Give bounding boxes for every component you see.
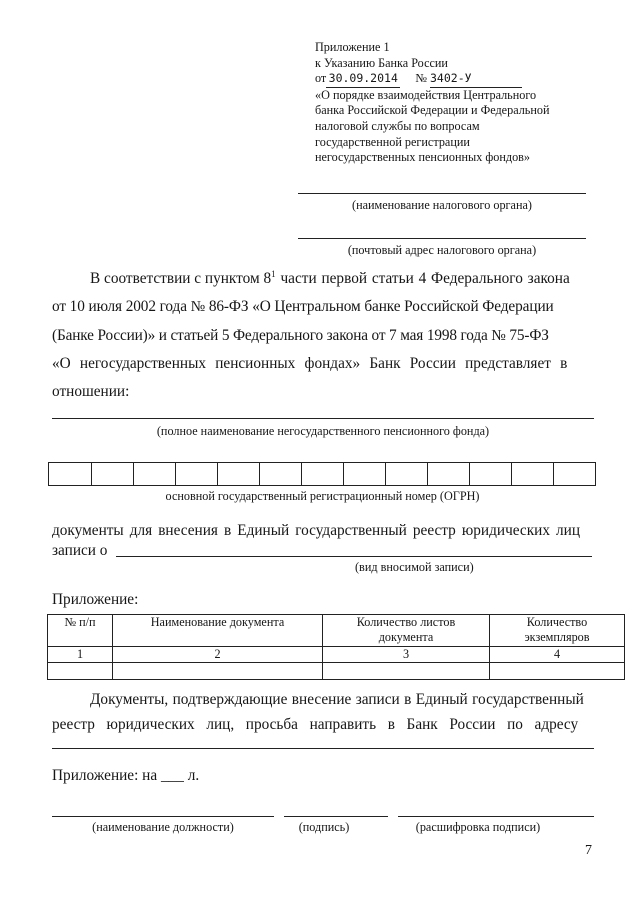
documents-line-2-prefix: записи о [52, 542, 108, 559]
intro-line-3: (Банке России)» и статьей 5 Федерального закона от 7 мая 1998 года № 75-ФЗ [52, 327, 549, 344]
page-number: 7 [585, 843, 592, 858]
appendix-header [315, 40, 615, 166]
tax-authority-name-field[interactable] [298, 193, 586, 194]
appendix-title-line-4: государственной регистрации [315, 134, 470, 149]
intro-line-5: отношении: [52, 383, 130, 400]
closing-line-1: Документы, подтверждающие внесение записи в Единый государственный [90, 691, 584, 708]
fund-name-caption: (полное наименование негосударственного пенсионного фонда) [156, 424, 490, 438]
ogrn-digit-cell[interactable] [91, 463, 133, 485]
ogrn-digit-cell[interactable] [133, 463, 175, 485]
tax-authority-address-field[interactable] [298, 238, 586, 239]
appendix-date: 30.09.2014 [326, 71, 400, 88]
table-cell[interactable] [323, 663, 490, 680]
position-field[interactable] [52, 816, 274, 817]
table-cell[interactable] [490, 663, 625, 680]
record-type-caption: (вид вносимой записи) [355, 560, 474, 574]
appendix-title-line-1: «О порядке взаимодействия Центрального [315, 87, 537, 102]
intro-line-1: В соответствии с пунктом $8^1$ части первой статьи 4 Федерального закона [90, 269, 570, 288]
ogrn-grid[interactable] [48, 462, 596, 486]
signature-field[interactable] [284, 816, 388, 817]
appendix-reference: к Указанию Банка России [315, 55, 448, 70]
fund-name-field[interactable] [52, 418, 594, 419]
signature-caption: (подпись) [298, 820, 350, 834]
ogrn-digit-cell[interactable] [49, 463, 91, 485]
table-cell[interactable] [48, 663, 113, 680]
table-row [48, 663, 625, 680]
numbering-cell: 4 [490, 647, 625, 663]
numbering-cell: 1 [48, 647, 113, 663]
header-sheet-count: Количество листов документа [323, 615, 490, 647]
appendix-title-line-3: налоговой службы по вопросам [315, 118, 480, 133]
closing-line-2: реестр юридических лиц, просьба направить в Банк России по адресу [52, 716, 579, 733]
decoding-field[interactable] [398, 816, 594, 817]
ogrn-digit-cell[interactable] [511, 463, 553, 485]
ogrn-digit-cell[interactable] [427, 463, 469, 485]
ogrn-digit-cell[interactable] [259, 463, 301, 485]
ogrn-digit-cell[interactable] [301, 463, 343, 485]
ogrn-digit-cell[interactable] [385, 463, 427, 485]
ogrn-digit-cell[interactable] [469, 463, 511, 485]
ogrn-digit-cell[interactable] [217, 463, 259, 485]
attachments-table [47, 614, 625, 680]
position-caption: (наименование должности) [92, 820, 234, 834]
numbering-cell: 3 [323, 647, 490, 663]
ogrn-digit-cell[interactable] [175, 463, 217, 485]
appendix-title-line-5: негосударственных пенсионных фондов» [315, 150, 531, 165]
intro-line-2: от 10 июля 2002 года № 86-ФЗ «О Центральном банке Российской Федерации [52, 298, 554, 315]
intro-line-4: «О негосударственных пенсионных фондах» Банк России представляет в [52, 355, 568, 372]
numbering-cell: 2 [113, 647, 323, 663]
table-cell[interactable] [113, 663, 323, 680]
appendix-date-line: от 30.09.2014 № 3402-У [315, 71, 615, 88]
header-document-name: Наименование документа [113, 615, 323, 647]
appendix-title-line-2: банка Российской Федерации и Федеральной [315, 103, 550, 118]
attachments-label: Приложение: [52, 591, 139, 608]
sheet-count-blank[interactable]: ___ [160, 767, 184, 784]
record-type-field[interactable] [116, 556, 592, 557]
header-number: № п/п [48, 615, 113, 647]
ogrn-digit-cell[interactable] [553, 463, 595, 485]
table-header-row [48, 615, 625, 647]
documents-line-1: документы для внесения в Единый государственный реестр юридических лиц [52, 522, 581, 539]
ogrn-caption: основной государственный регистрационный номер (ОГРН) [165, 489, 480, 503]
header-copy-count: Количество экземпляров [490, 615, 625, 647]
tax-authority-address-caption: (почтовый адрес налогового органа) [347, 243, 537, 257]
tax-authority-name-caption: (наименование налогового органа) [352, 198, 532, 212]
appendix-count-line: Приложение: на ___ л. [52, 767, 200, 784]
ogrn-digit-cell[interactable] [343, 463, 385, 485]
appendix-doc-number: 3402-У [430, 71, 522, 88]
table-numbering-row [48, 647, 625, 663]
decoding-caption: (расшифровка подписи) [415, 820, 541, 834]
appendix-number: Приложение 1 [315, 40, 390, 54]
return-address-field[interactable] [52, 748, 594, 749]
